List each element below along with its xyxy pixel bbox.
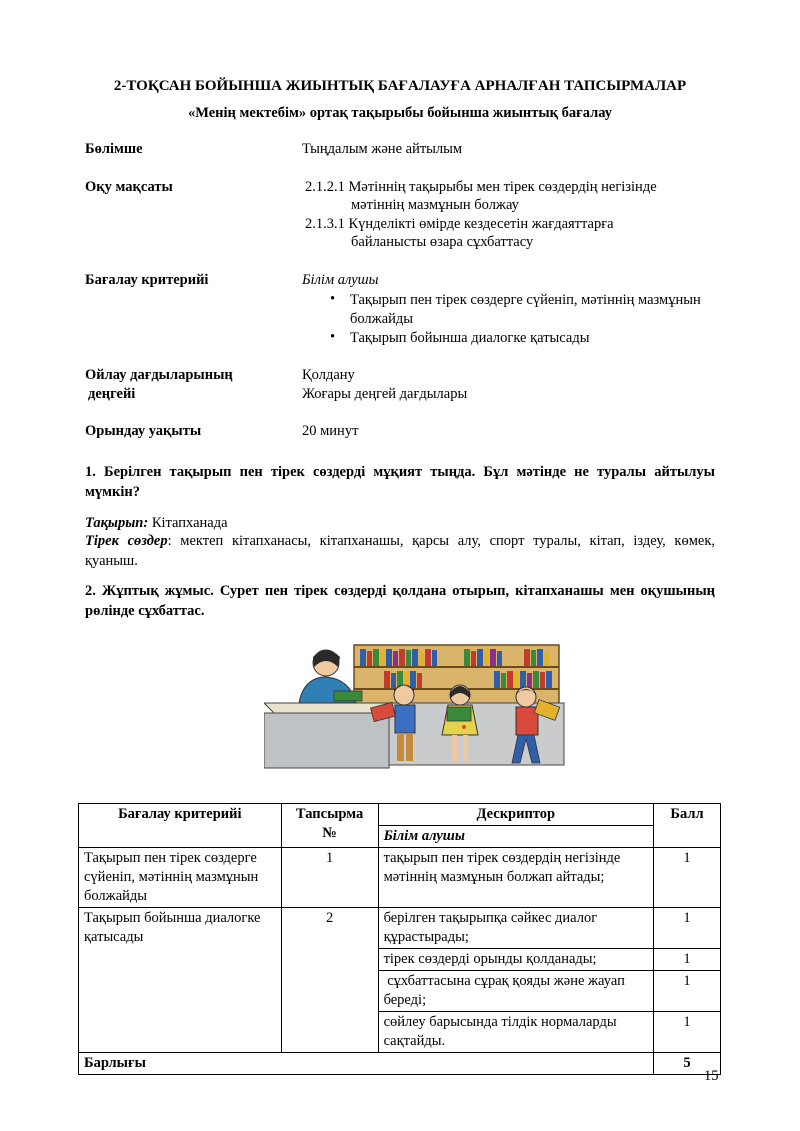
page-subtitle <box>0 105 800 122</box>
criteria-bullet-1 <box>330 291 710 331</box>
task1-keywords <box>85 531 715 571</box>
table-row <box>79 848 721 908</box>
table-row <box>79 908 721 949</box>
task1-topic <box>85 513 715 533</box>
descriptor-cell: тірек сөздерді орынды қолданады; <box>378 949 653 971</box>
task1-heading: 1. Берілген тақырып пен тірек сөздерді мұқият тыңда. Бұл мәтінде не туралы айтылуы мүмкін? <box>85 464 715 500</box>
goal-1-line1: 2.1.2.1 Мәтіннің тақырыбы мен тірек сөздердің негізінде <box>305 179 657 195</box>
keywords-value: : мектеп кітапханасы, кітапханашы, қарсы алу, спорт туралы, кітап, іздеу, көмек, қуаныш. <box>85 533 715 569</box>
topic-label: Тақырып: <box>85 515 149 531</box>
descriptor-cell: сұхбаттасына сұрақ қояды және жауап береді; <box>378 971 653 1012</box>
col-task-line2: № <box>322 825 337 841</box>
task-cell: 2 <box>281 908 378 1053</box>
col-criteria-header: Бағалау критерийі <box>79 804 282 848</box>
section-label: Бөлімше <box>85 141 143 157</box>
col-task-line1: Тапсырма <box>295 806 364 822</box>
points-cell: 1 <box>654 848 721 908</box>
time-value: 20 минут <box>302 423 359 439</box>
criteria-intro: Білім алушы <box>302 272 379 288</box>
library-illustration <box>264 643 579 773</box>
task2-heading: 2. Жұптық жұмыс. Сурет пен тірек сөздерді қолдана отырып, кітапханашы мен оқушының рөлінде сұхбаттас. <box>85 583 715 619</box>
descriptor-cell: тақырып пен тірек сөздердің негізінде мәтіннің мазмұнын болжап айтады; <box>378 848 653 908</box>
table-header-row <box>79 804 721 826</box>
points-cell: 1 <box>654 949 721 971</box>
criteria-item-1: Тақырып пен тірек сөздерге сүйеніп, мәтіннің мазмұнын болжайды <box>350 292 701 327</box>
bullet-icon: • <box>330 291 336 307</box>
total-value: 5 <box>654 1053 721 1075</box>
thinking-label-line1: Ойлау дағдыларының <box>85 367 233 383</box>
criteria-label: Бағалау критерийі <box>85 272 209 288</box>
col-points-header: Балл <box>654 804 721 848</box>
bullet-icon: • <box>330 329 336 345</box>
points-cell: 1 <box>654 908 721 949</box>
col-descriptor-sub: Білім алушы <box>378 826 653 848</box>
time-label: Орындау уақыты <box>85 423 202 439</box>
subtitle-quote: «Менің мектебім» <box>187 105 307 121</box>
page-number: 15 <box>704 1068 719 1084</box>
goal-2-line2: байланысты өзара сұхбаттасу <box>351 234 534 250</box>
points-cell: 1 <box>654 1012 721 1053</box>
task-cell: 1 <box>281 848 378 908</box>
criterion-cell: Тақырып бойынша диалогке қатысады <box>79 908 282 1053</box>
thinking-label-line2: деңгейі <box>88 386 136 402</box>
points-cell: 1 <box>654 971 721 1012</box>
thinking-value-line1: Қолдану <box>302 367 355 383</box>
section-value: Тыңдалым және айтылым <box>302 141 463 157</box>
goal-2-line1: 2.1.3.1 Күнделікті өмірде кездесетін жағдаяттарға <box>305 216 614 232</box>
table-total-row <box>79 1053 721 1075</box>
col-task-header <box>281 804 378 848</box>
total-label: Барлығы <box>79 1053 654 1075</box>
col-descriptor-header: Дескриптор <box>378 804 653 826</box>
criteria-item-2: Тақырып бойынша диалогке қатысады <box>350 330 590 346</box>
thinking-value-line2: Жоғары деңгей дағдылары <box>302 386 468 402</box>
assessment-table <box>78 803 721 1075</box>
goal-1-line2: мәтіннің мазмұнын болжау <box>351 197 519 213</box>
descriptor-cell: берілген тақырыпқа сәйкес диалог құрастырады; <box>378 908 653 949</box>
keywords-label: Тірек сөздер <box>85 533 168 549</box>
page-title: 2-ТОҚСАН БОЙЫНША ЖИЫНТЫҚ БАҒАЛАУҒА АРНАЛҒАН ТАПСЫРМАЛАР <box>113 78 687 94</box>
descriptor-cell: сөйлеу барысында тілдік нормаларды сақтайды. <box>378 1012 653 1053</box>
criteria-bullet-2 <box>330 329 710 349</box>
subtitle-rest: ортақ тақырыбы бойынша жиынтық бағалау <box>306 105 613 121</box>
topic-value: Кітапханада <box>148 515 228 531</box>
goal-label: Оқу мақсаты <box>85 179 173 195</box>
criterion-cell: Тақырып пен тірек сөздерге сүйеніп, мәтіннің мазмұнын болжайды <box>79 848 282 908</box>
